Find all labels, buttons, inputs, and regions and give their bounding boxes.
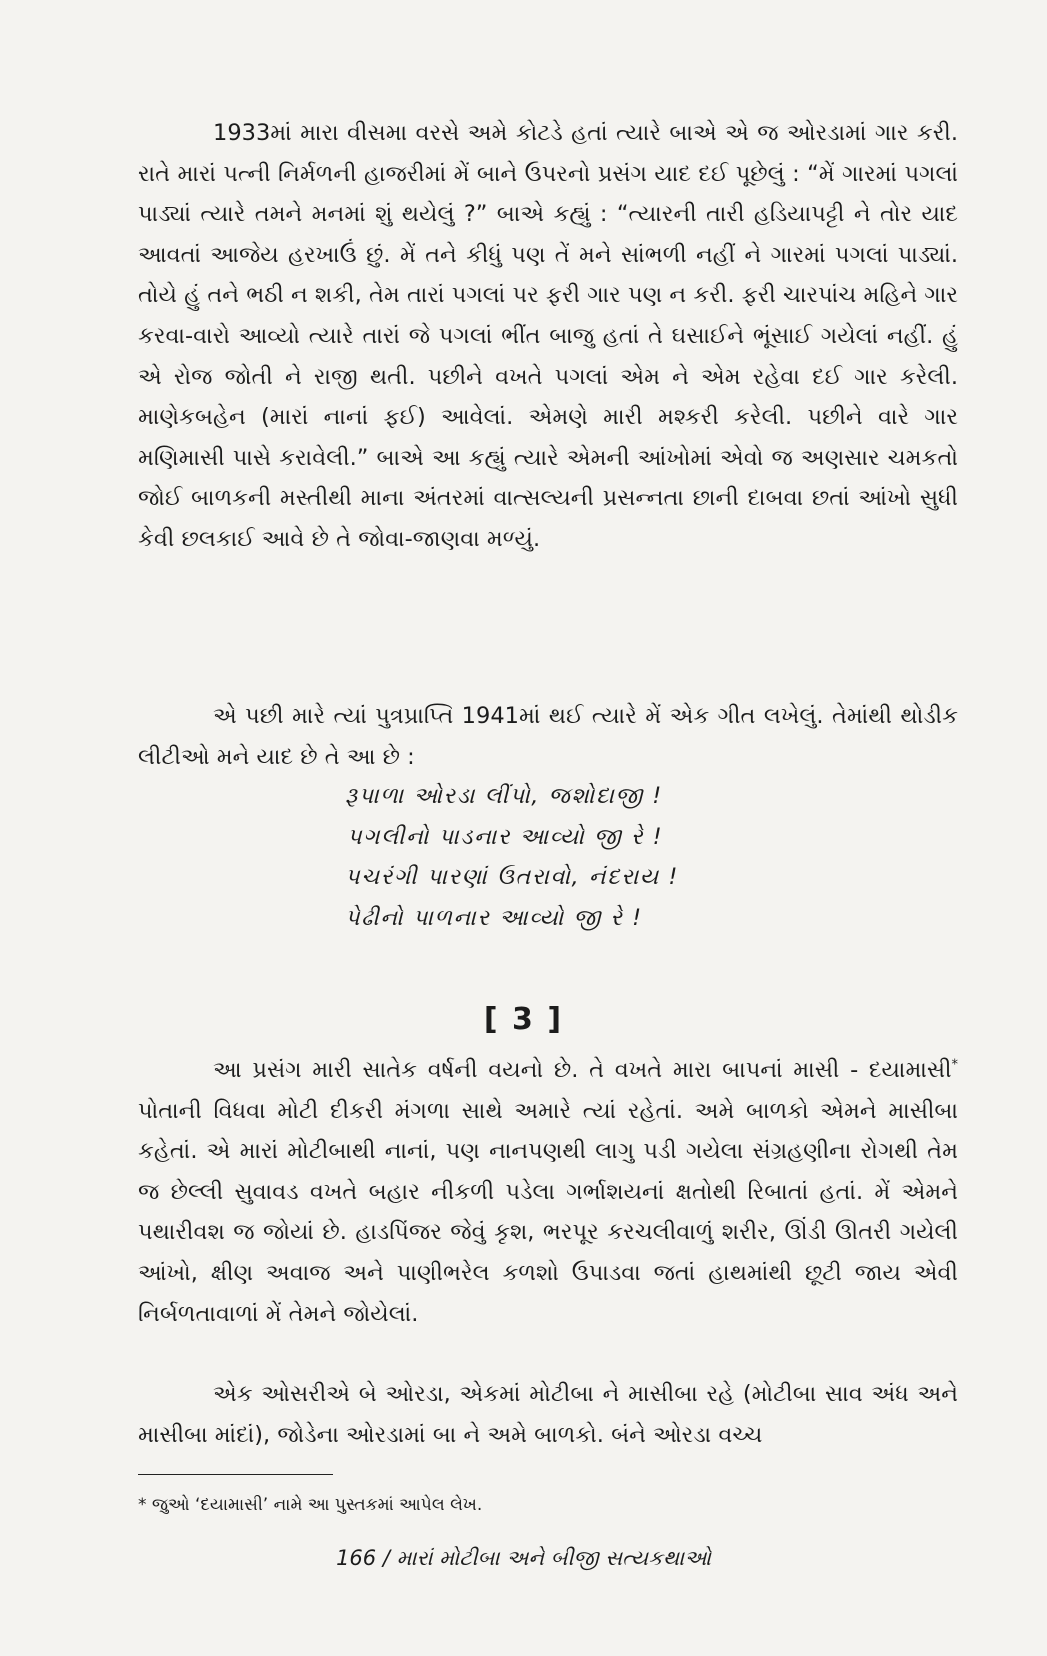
footnote-divider — [138, 1474, 333, 1475]
paragraph-1: 1933માં મારા વીસમા વરસે અમે કોટડે હતાં ત્યારે બાએ એ જ ઓરડામાં ગાર કરી. રાતે મારાં પત્ની નિર્મળની હાજરીમાં મેં બાને ઉપરનો પ્રસંગ યાદ દઈ પૂછેલું : “મેં ગારમાં પગલાં પાડ્યાં ત્યારે તમને મનમાં શું થયેલું ?” બાએ કહ્યું : “ત્યારની તારી હડિયાપટ્ટી ને તોર યાદ આવતાં આજેય હરખાઉં છું. મેં તને કીધું પણ તેં મને સાંભળી નહીં ને ગારમાં પગલાં પાડ્યાં. તોયે હું તને ભઠી ન શકી, તેમ તારાં પગલાં પર ફરી ગાર પણ ન કરી. ફરી ચારપાંચ મહિને ગાર કરવા-વારો આવ્યો ત્યારે તારાં જે પગલાં ભીંત બાજુ હતાં તે ઘસાઈને ભૂંસાઈ ગયેલાં નહીં. હું એ રોજ જોતી ને રાજી થતી. પછીને વખતે પગલાં એમ ને એમ રહેવા દઈ ગાર કરેલી. માણેકબહેન (મારાં નાનાં ફઈ) આવેલાં. એમણે મારી મશ્કરી કરેલી. પછીને વારે ગાર મણિમાસી પાસે કરાવેલી.” બાએ આ કહ્યું ત્યારે એમની આંખોમાં એવો જ અણસાર ચમકતો જોઈ બાળકની મસ્તીથી માના અંતરમાં વાત્સલ્યની પ્રસન્નતા છાની દાબવા છતાં આંખો સુધી કેવી છલકાઈ આવે છે તે જોવા-જાણવા મળ્યું. — [138, 120, 958, 552]
poem-line-2: પગલીનો પાડનાર આવ્યો જી રે ! — [347, 823, 664, 850]
footnote-marker: * — [951, 1057, 958, 1073]
poem-line-3: પચરંગી પારણાં ઉતરાવો, નંદરાય ! — [345, 864, 679, 890]
paragraph-4: એક ઓસરીએ બે ઓરડા, એકમાં મોટીબા ને માસીબા રહે (મોટીબા સાવ અંધ અને માસીબા માંદાં), જોડેના ઓરડામાં બા ને અમે બાળકો. બંને ઓરડા વચ્ચ — [138, 1381, 958, 1448]
paragraph-3-rest: પોતાની વિધવા મોટી દીકરી મંગળા સાથે અમારે ત્યાં રહેતાં. અમે બાળકો એમને માસીબા કહેતાં. એ મારાં મોટીબાથી નાનાં, પણ નાનપણથી લાગુ પડી ગયેલા સંગ્રહણીના રોગથી તેમ જ છેલ્લી સુવાવડ વખતે બહાર નીકળી પડેલા ગર્ભાશયનાં ક્ષતોથી રિબાતાં હતાં. મેં એમને પથારીવશ જ જોયાં છે. હાડપિંજર જેવું કૃશ, ભરપૂર કરચલીવાળું શરીર, ઊંડી ઊતરી ગયેલી આંખો, ક્ષીણ અવાજ અને પાણીભરેલ કળશો ઉપાડવા જતાં હાથમાંથી છૂટી જાય એવી નિર્બળતાવાળાં મેં તેમને જોયેલાં. — [138, 1097, 958, 1327]
section-number: [ 3 ] — [483, 1002, 564, 1037]
page-footer: 166 / મારાં મોટીબા અને બીજી સત્યકથાઓ — [336, 1546, 711, 1570]
paragraph-2: એ પછી મારે ત્યાં પુત્રપ્રાપ્તિ 1941માં થઈ ત્યારે મેં એક ગીત લખેલું. તેમાંથી થોડીક લીટીઓ મને યાદ છે તે આ છે : — [138, 703, 958, 770]
poem-line-1: રૂપાળા ઓરડા લીંપો, જશોદાજી ! — [345, 783, 663, 809]
poem — [345, 776, 825, 938]
paragraph-3 — [138, 1050, 958, 1334]
footnote: * જુઓ ‘દયામાસી’ નામે આ પુસ્તકમાં આપેલ લેખ. — [138, 1495, 483, 1515]
poem-line-4: પેઢીનો પાળનાર આવ્યો જી રે ! — [345, 904, 643, 931]
paragraph-3-start: આ પ્રસંગ મારી સાતેક વર્ષની વયનો છે. તે વખતે મારા બાપનાં માસી - દયામાસી — [213, 1057, 952, 1083]
